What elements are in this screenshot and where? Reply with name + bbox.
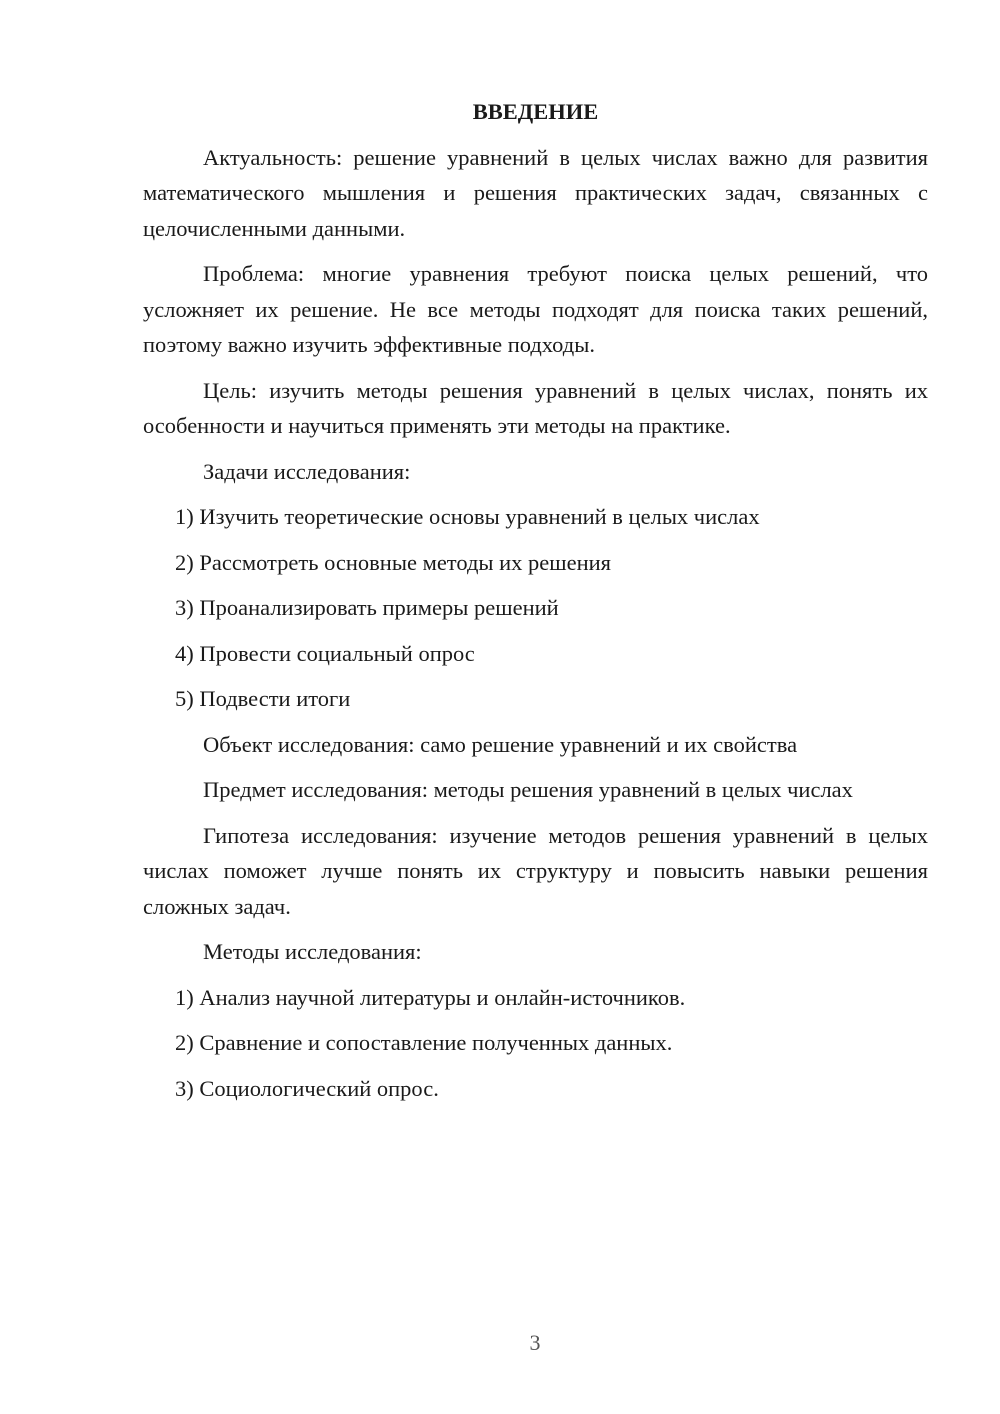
problem-paragraph: Проблема: многие уравнения требуют поиска целых решений, что усложняет их решение. Не все методы подходят для поиска таких решений, поэтому важно изучить эффективные подходы.: [143, 261, 928, 357]
task-item: 4) Провести социальный опрос: [175, 640, 475, 666]
relevance-paragraph: Актуальность: решение уравнений в целых числах важно для развития математического мышления и решения практических задач, связанных с целочисленными данными.: [143, 144, 928, 241]
methods-heading: Методы исследования:: [203, 939, 422, 964]
method-item: 1) Анализ научной литературы и онлайн-источников.: [175, 984, 686, 1010]
goal-paragraph: Цель: изучить методы решения уравнений в целых числах, понять их особенности и научиться применять эти методы на практике.: [143, 377, 928, 438]
method-item: 3) Социологический опрос.: [175, 1075, 439, 1101]
method-item: 2) Сравнение и сопоставление полученных данных.: [175, 1030, 673, 1055]
page-number: 3: [529, 1330, 541, 1355]
section-heading: ВВЕДЕНИЕ: [472, 99, 599, 124]
hypothesis-paragraph: Гипотеза исследования: изучение методов решения уравнений в целых числах поможет лучше понять их структуру и повысить навыки решения сложных задач.: [143, 822, 928, 919]
task-item: 5) Подвести итоги: [175, 686, 351, 711]
methods-list: [143, 980, 928, 1107]
task-item: 1) Изучить теоретические основы уравнений в целых числах: [175, 504, 760, 529]
task-item: 3) Проанализировать примеры решений: [175, 595, 559, 620]
object-paragraph: Объект исследования: само решение уравнений и их свойства: [203, 731, 798, 757]
page-content: [143, 94, 928, 1116]
subject-paragraph: Предмет исследования: методы решения уравнений в целых числах: [203, 777, 853, 802]
tasks-list: [143, 499, 928, 717]
task-item: 2) Рассмотреть основные методы их решения: [175, 549, 612, 575]
tasks-heading: Задачи исследования:: [203, 458, 411, 484]
